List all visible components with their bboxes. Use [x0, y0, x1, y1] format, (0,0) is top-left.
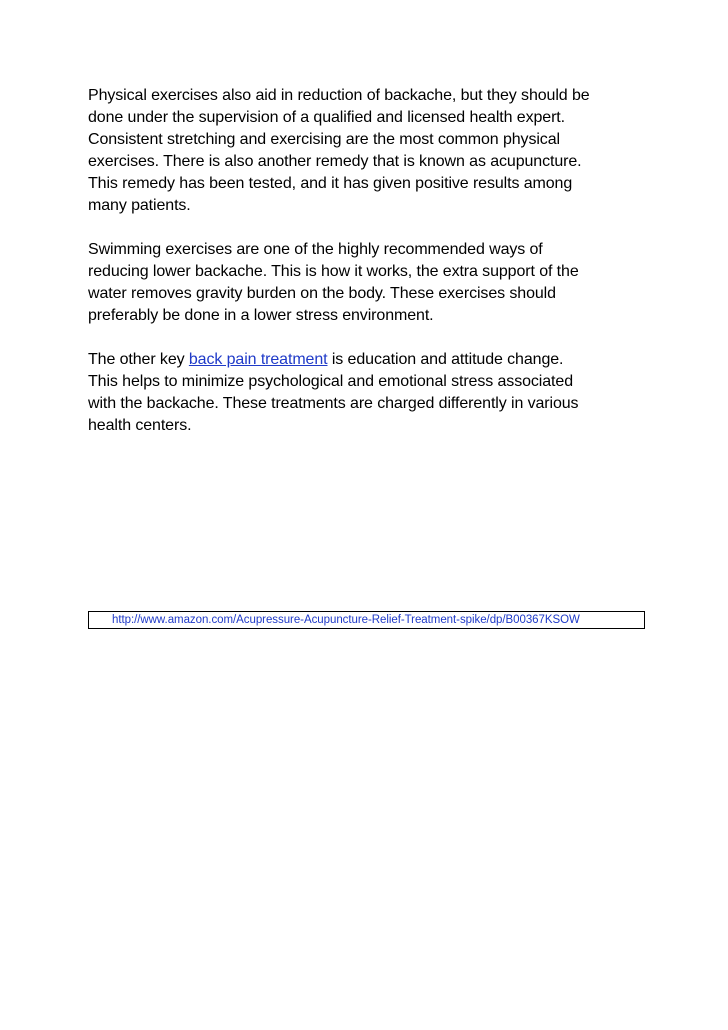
- footnote-url-link[interactable]: http://www.amazon.com/Acupressure-Acupuncture-Relief-Treatment-spike/dp/B00367KSOW: [112, 614, 580, 626]
- text-line: Swimming exercises are one of the highly recommended ways of: [88, 241, 543, 258]
- text-line: done under the supervision of a qualified and licensed health expert.: [88, 109, 565, 126]
- text-line: many patients.: [88, 197, 191, 214]
- paragraph-swimming-exercises: [88, 239, 648, 327]
- footnote-url-box: [88, 611, 645, 629]
- text-fragment: The other key: [88, 351, 189, 368]
- document-body: [88, 85, 648, 459]
- paragraph-physical-exercises: [88, 85, 648, 217]
- text-fragment: is education and attitude change.: [327, 351, 564, 368]
- text-line: with the backache. These treatments are charged differently in various: [88, 395, 579, 412]
- text-line: Consistent stretching and exercising are the most common physical: [88, 131, 560, 148]
- text-line: health centers.: [88, 417, 192, 434]
- text-line: water removes gravity burden on the body. These exercises should: [88, 285, 556, 302]
- text-line: exercises. There is also another remedy that is known as acupuncture.: [88, 153, 582, 170]
- paragraph-education-attitude: [88, 349, 648, 437]
- text-line: This remedy has been tested, and it has given positive results among: [88, 175, 573, 192]
- text-line-with-link: [88, 349, 648, 371]
- back-pain-treatment-link[interactable]: back pain treatment: [188, 351, 328, 368]
- text-line: Physical exercises also aid in reduction of backache, but they should be: [88, 87, 590, 104]
- text-line: preferably be done in a lower stress environment.: [88, 307, 434, 324]
- text-line: This helps to minimize psychological and emotional stress associated: [88, 373, 573, 390]
- text-line: reducing lower backache. This is how it works, the extra support of the: [88, 263, 579, 280]
